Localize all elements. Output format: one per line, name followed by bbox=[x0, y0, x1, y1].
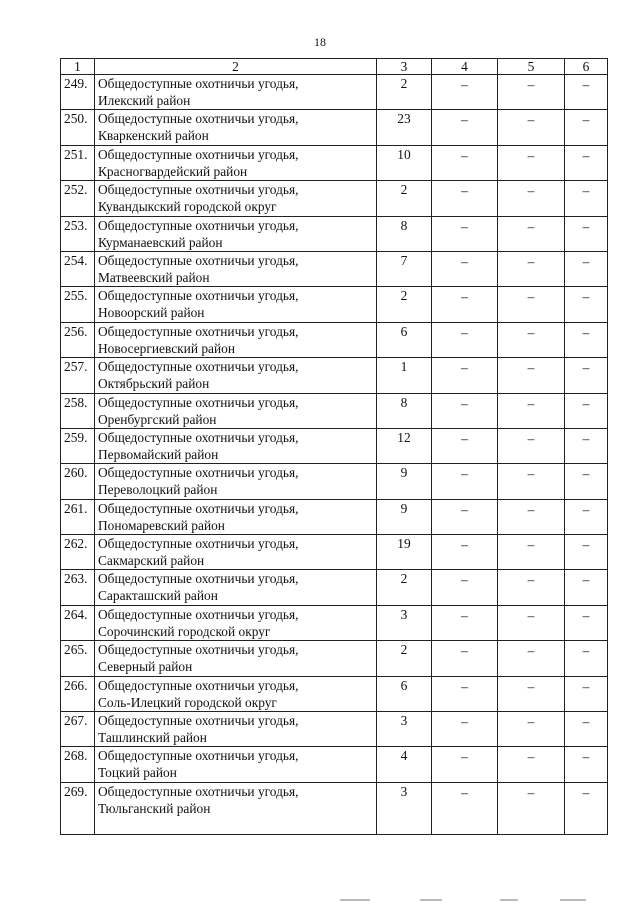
row-number: 253. bbox=[61, 216, 95, 251]
row-name-line1: Общедоступные охотничьи угодья, bbox=[98, 465, 299, 481]
table-row bbox=[61, 358, 608, 393]
row-value: 12 bbox=[377, 428, 432, 463]
row-value: 3 bbox=[377, 605, 432, 640]
row-value: 9 bbox=[377, 499, 432, 534]
table-row bbox=[61, 322, 608, 357]
row-value: 1 bbox=[377, 358, 432, 393]
row-value: 3 bbox=[377, 782, 432, 834]
row-name bbox=[95, 75, 377, 110]
row-number: 262. bbox=[61, 535, 95, 570]
row-number: 265. bbox=[61, 641, 95, 676]
row-col6: – bbox=[565, 216, 608, 251]
row-value: 2 bbox=[377, 570, 432, 605]
row-col6: – bbox=[565, 322, 608, 357]
row-col5: – bbox=[498, 676, 565, 711]
row-value: 3 bbox=[377, 712, 432, 747]
row-col4: – bbox=[432, 145, 498, 180]
page-number: 18 bbox=[314, 35, 326, 49]
row-number: 256. bbox=[61, 322, 95, 357]
row-number: 268. bbox=[61, 747, 95, 782]
scan-edge-mark bbox=[500, 899, 518, 901]
row-col5: – bbox=[498, 464, 565, 499]
row-value: 6 bbox=[377, 676, 432, 711]
row-name-line1: Общедоступные охотничьи угодья, bbox=[98, 748, 299, 764]
row-name bbox=[95, 145, 377, 180]
row-col6: – bbox=[565, 605, 608, 640]
row-name bbox=[95, 110, 377, 145]
table-row bbox=[61, 535, 608, 570]
row-name-line1: Общедоступные охотничьи угодья, bbox=[98, 500, 299, 516]
row-value: 4 bbox=[377, 747, 432, 782]
row-name-line1: Общедоступные охотничьи угодья, bbox=[98, 76, 299, 91]
row-col6: – bbox=[565, 570, 608, 605]
row-value: 2 bbox=[377, 75, 432, 110]
row-name-line1: Общедоступные охотничьи угодья, bbox=[98, 288, 299, 304]
row-name bbox=[95, 181, 377, 216]
row-name-line2: Тюльганский район bbox=[98, 800, 211, 816]
row-col4: – bbox=[432, 605, 498, 640]
row-col6: – bbox=[565, 287, 608, 322]
row-col4: – bbox=[432, 782, 498, 834]
row-name-line1: Общедоступные охотничьи угодья, bbox=[98, 642, 299, 658]
row-name-line2: Пономаревский район bbox=[98, 517, 225, 533]
row-number: 257. bbox=[61, 358, 95, 393]
row-value: 8 bbox=[377, 216, 432, 251]
row-name bbox=[95, 358, 377, 393]
row-name-line2: Саракташский район bbox=[98, 588, 218, 604]
row-name bbox=[95, 570, 377, 605]
row-col6: – bbox=[565, 358, 608, 393]
row-name-line1: Общедоступные охотничьи угодья, bbox=[98, 713, 299, 729]
row-col4: – bbox=[432, 535, 498, 570]
row-number: 260. bbox=[61, 464, 95, 499]
row-name-line2: Первомайский район bbox=[98, 446, 219, 462]
column-header-2: 2 bbox=[95, 59, 377, 75]
row-name-line1: Общедоступные охотничьи угодья, bbox=[98, 536, 299, 552]
row-col4: – bbox=[432, 393, 498, 428]
row-name-line1: Общедоступные охотничьи угодья, bbox=[98, 217, 299, 233]
row-value: 2 bbox=[377, 641, 432, 676]
row-col4: – bbox=[432, 110, 498, 145]
row-col5: – bbox=[498, 428, 565, 463]
row-name-line2: Кувандыкский городской округ bbox=[98, 199, 277, 215]
row-name bbox=[95, 322, 377, 357]
row-name-line2: Курманаевский район bbox=[98, 234, 223, 250]
row-col6: – bbox=[565, 712, 608, 747]
table-row bbox=[61, 181, 608, 216]
row-name-line2: Кваркенский район bbox=[98, 128, 209, 144]
row-name-line2: Октябрьский район bbox=[98, 376, 210, 392]
row-col6: – bbox=[565, 428, 608, 463]
row-col4: – bbox=[432, 712, 498, 747]
row-name bbox=[95, 251, 377, 286]
row-name-line1: Общедоступные охотничьи угодья, bbox=[98, 677, 299, 693]
row-col6: – bbox=[565, 499, 608, 534]
row-col4: – bbox=[432, 216, 498, 251]
table-row bbox=[61, 216, 608, 251]
row-value: 10 bbox=[377, 145, 432, 180]
row-value: 7 bbox=[377, 251, 432, 286]
column-header-5: 5 bbox=[498, 59, 565, 75]
row-name-line1: Общедоступные охотничьи угодья, bbox=[98, 429, 299, 445]
row-name bbox=[95, 287, 377, 322]
row-col5: – bbox=[498, 641, 565, 676]
row-value: 2 bbox=[377, 181, 432, 216]
row-name bbox=[95, 535, 377, 570]
row-number: 267. bbox=[61, 712, 95, 747]
row-name bbox=[95, 712, 377, 747]
table-row bbox=[61, 287, 608, 322]
row-col5: – bbox=[498, 782, 565, 834]
table-row bbox=[61, 782, 608, 834]
row-col6: – bbox=[565, 747, 608, 782]
row-name-line1: Общедоступные охотничьи угодья, bbox=[98, 783, 299, 799]
table-row bbox=[61, 145, 608, 180]
row-number: 263. bbox=[61, 570, 95, 605]
row-col4: – bbox=[432, 570, 498, 605]
row-name-line2: Сакмарский район bbox=[98, 553, 205, 569]
row-col5: – bbox=[498, 75, 565, 110]
row-value: 8 bbox=[377, 393, 432, 428]
row-col5: – bbox=[498, 570, 565, 605]
row-col4: – bbox=[432, 322, 498, 357]
row-col6: – bbox=[565, 251, 608, 286]
table-row bbox=[61, 464, 608, 499]
row-name-line2: Красногвардейский район bbox=[98, 163, 248, 179]
row-col5: – bbox=[498, 605, 565, 640]
scan-edge-mark bbox=[560, 899, 586, 901]
row-col5: – bbox=[498, 747, 565, 782]
row-col5: – bbox=[498, 181, 565, 216]
row-col4: – bbox=[432, 287, 498, 322]
row-col6: – bbox=[565, 75, 608, 110]
row-value: 19 bbox=[377, 535, 432, 570]
scan-edge-mark bbox=[420, 899, 442, 901]
hunting-grounds-table bbox=[60, 58, 608, 835]
row-col5: – bbox=[498, 322, 565, 357]
row-number: 261. bbox=[61, 499, 95, 534]
row-value: 6 bbox=[377, 322, 432, 357]
row-name-line2: Илекский район bbox=[98, 93, 191, 108]
table-row bbox=[61, 712, 608, 747]
row-col6: – bbox=[565, 145, 608, 180]
table-row bbox=[61, 75, 608, 110]
row-col5: – bbox=[498, 251, 565, 286]
row-col4: – bbox=[432, 464, 498, 499]
row-name-line2: Матвеевский район bbox=[98, 269, 210, 285]
table-row bbox=[61, 428, 608, 463]
row-number: 269. bbox=[61, 782, 95, 834]
row-name-line1: Общедоступные охотничьи угодья, bbox=[98, 571, 299, 587]
table-row bbox=[61, 251, 608, 286]
row-col5: – bbox=[498, 712, 565, 747]
row-col5: – bbox=[498, 110, 565, 145]
row-col4: – bbox=[432, 747, 498, 782]
scan-edge-mark bbox=[340, 899, 370, 901]
row-col4: – bbox=[432, 358, 498, 393]
row-col4: – bbox=[432, 181, 498, 216]
row-col6: – bbox=[565, 676, 608, 711]
row-col5: – bbox=[498, 499, 565, 534]
row-number: 258. bbox=[61, 393, 95, 428]
row-name-line2: Северный район bbox=[98, 659, 193, 675]
row-name bbox=[95, 499, 377, 534]
row-number: 259. bbox=[61, 428, 95, 463]
row-name-line1: Общедоступные охотничьи угодья, bbox=[98, 359, 299, 375]
table-row bbox=[61, 676, 608, 711]
row-name bbox=[95, 782, 377, 834]
table-header-row bbox=[61, 59, 608, 75]
row-name-line2: Ташлинский район bbox=[98, 730, 207, 746]
row-col6: – bbox=[565, 535, 608, 570]
column-header-4: 4 bbox=[432, 59, 498, 75]
row-number: 266. bbox=[61, 676, 95, 711]
row-col6: – bbox=[565, 110, 608, 145]
row-name bbox=[95, 393, 377, 428]
row-name-line1: Общедоступные охотничьи угодья, bbox=[98, 146, 299, 162]
column-header-1: 1 bbox=[61, 59, 95, 75]
row-name bbox=[95, 605, 377, 640]
table-row bbox=[61, 641, 608, 676]
table-row bbox=[61, 393, 608, 428]
row-col4: – bbox=[432, 251, 498, 286]
row-name-line2: Новосергиевский район bbox=[98, 340, 236, 356]
row-col5: – bbox=[498, 358, 565, 393]
row-name bbox=[95, 641, 377, 676]
row-col5: – bbox=[498, 216, 565, 251]
row-number: 254. bbox=[61, 251, 95, 286]
row-col4: – bbox=[432, 75, 498, 110]
table-row bbox=[61, 499, 608, 534]
row-name-line2: Новоорский район bbox=[98, 305, 205, 321]
row-name bbox=[95, 216, 377, 251]
row-name bbox=[95, 464, 377, 499]
row-name-line2: Соль-Илецкий городской округ bbox=[98, 694, 277, 710]
row-col4: – bbox=[432, 676, 498, 711]
row-col6: – bbox=[565, 782, 608, 834]
table-row bbox=[61, 570, 608, 605]
row-name-line1: Общедоступные охотничьи угодья, bbox=[98, 111, 299, 127]
row-number: 250. bbox=[61, 110, 95, 145]
row-name bbox=[95, 428, 377, 463]
row-name-line1: Общедоступные охотничьи угодья, bbox=[98, 323, 299, 339]
row-name-line1: Общедоступные охотничьи угодья, bbox=[98, 252, 299, 268]
row-number: 264. bbox=[61, 605, 95, 640]
table-row bbox=[61, 110, 608, 145]
row-col6: – bbox=[565, 464, 608, 499]
row-name-line1: Общедоступные охотничьи угодья, bbox=[98, 182, 299, 198]
row-col6: – bbox=[565, 641, 608, 676]
row-col4: – bbox=[432, 641, 498, 676]
row-col4: – bbox=[432, 499, 498, 534]
row-value: 9 bbox=[377, 464, 432, 499]
row-col5: – bbox=[498, 393, 565, 428]
row-value: 23 bbox=[377, 110, 432, 145]
row-name bbox=[95, 747, 377, 782]
row-col5: – bbox=[498, 145, 565, 180]
row-number: 251. bbox=[61, 145, 95, 180]
row-name-line2: Оренбургский район bbox=[98, 411, 217, 427]
row-col6: – bbox=[565, 393, 608, 428]
row-name bbox=[95, 676, 377, 711]
row-name-line1: Общедоступные охотничьи угодья, bbox=[98, 394, 299, 410]
table-row bbox=[61, 747, 608, 782]
row-number: 252. bbox=[61, 181, 95, 216]
row-col5: – bbox=[498, 535, 565, 570]
table-row bbox=[61, 605, 608, 640]
row-value: 2 bbox=[377, 287, 432, 322]
row-name-line2: Сорочинский городской округ bbox=[98, 623, 271, 639]
row-col4: – bbox=[432, 428, 498, 463]
row-name-line1: Общедоступные охотничьи угодья, bbox=[98, 606, 299, 622]
row-name-line2: Тоцкий район bbox=[98, 765, 177, 781]
row-col6: – bbox=[565, 181, 608, 216]
column-header-6: 6 bbox=[565, 59, 608, 75]
row-number: 249. bbox=[61, 75, 95, 110]
row-number: 255. bbox=[61, 287, 95, 322]
row-name-line2: Переволоцкий район bbox=[98, 482, 218, 498]
column-header-3: 3 bbox=[377, 59, 432, 75]
row-col5: – bbox=[498, 287, 565, 322]
